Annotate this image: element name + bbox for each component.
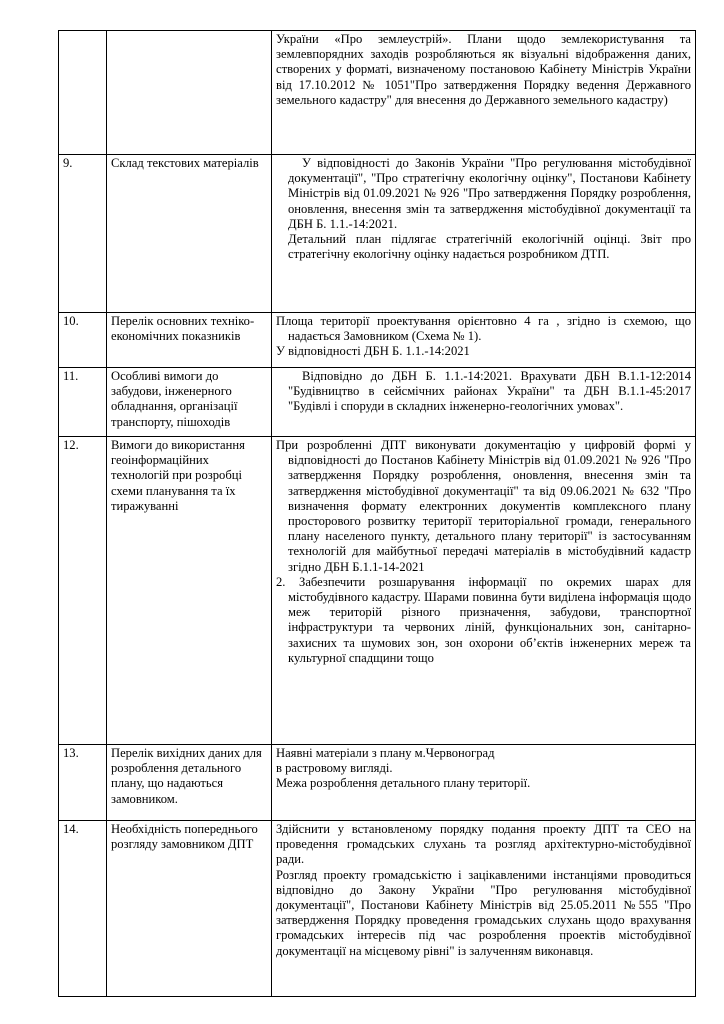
row-paragraph: Межа розроблення детального плану території. xyxy=(276,776,531,791)
row-label: Вимоги до використання геоінформаційних технологій при розробці схеми планування та їх тиражуванні xyxy=(107,437,272,745)
row-paragraph: України «Про землеустрій». Плани щодо землекористування та землевпорядних заходів розробляються як візуальні відображення даних, створених у форматі, визначеному постановою Кабінету Міністрів України від 17.10.2012 № 1051"Про затвердження Порядку ведення Державного земельного кадастру" для внесення до Державного земельного кадастру) xyxy=(276,32,691,107)
row-paragraph: Здійснити у встановленому порядку подання проекту ДПТ та СЕО на проведення громадських слухань та розгляд архітектурно-містобудівної ради. xyxy=(276,822,691,867)
row-paragraph: При розробленні ДПТ виконувати документацію у цифровій формі у відповідності до Постанов Кабінету Міністрів від 01.09.2021 № 926 "Про затвердження Порядку розроблення, оновлення, внесення змін та затвердження містобудівної документації" та від 09.06.2021 № 632 "Про визначення формату електронних документів комплексного плану просторового розвитку території територіальної громади, генерального плану населеного пункту, детального плану території" із застосуванням технологій для майбутньої передачі матеріалів в містобудівний кадастр згідно ДБН Б.1.1-14-2021 xyxy=(276,438,691,574)
row-value xyxy=(272,155,696,313)
row-number: 9. xyxy=(59,155,107,313)
table-row xyxy=(59,821,696,997)
table-row xyxy=(59,31,696,155)
table-row xyxy=(59,368,696,437)
row-number: 13. xyxy=(59,745,107,821)
row-label: Необхідність попереднього розгляду замовником ДПТ xyxy=(107,821,272,997)
row-paragraph: У відповідності ДБН Б. 1.1.-14:2021 xyxy=(276,344,470,359)
row-value xyxy=(272,313,696,368)
row-label xyxy=(107,31,272,155)
row-value xyxy=(272,821,696,997)
row-label: Перелік вихідних даних для розроблення детального плану, що надаються замовником. xyxy=(107,745,272,821)
row-number: 11. xyxy=(59,368,107,437)
table-row xyxy=(59,437,696,745)
row-paragraph: 2. Забезпечити розшарування інформації по окремих шарах для містобудівного кадастру. Шарами повинна бути виділена інформація щодо меж територій різного призначення, забудови, транспортної інфраструктури та червоних ліній, функціональних зон, санітарно-захисних та шумових зон, зон охорони об’єктів інженерних мереж та культурної спадщини тощо xyxy=(276,574,691,665)
row-paragraph: Відповідно до ДБН Б. 1.1.-14:2021. Врахувати ДБН В.1.1-12:2014 "Будівництво в сейсмічних районах України" та ДБН В.1.1-45:2017 "Будівлі і споруди в складних інженерно-геологічних умовах". xyxy=(288,369,691,414)
requirements-table xyxy=(58,30,696,997)
row-value xyxy=(272,745,696,821)
row-value xyxy=(272,31,696,155)
row-paragraph: в растровому вигляді. xyxy=(276,761,393,776)
table-row xyxy=(59,313,696,368)
row-number xyxy=(59,31,107,155)
row-label: Особливі вимоги до забудови, інженерного обладнання, організації транспорту, пішоходів xyxy=(107,368,272,437)
row-paragraph: Розгляд проекту громадськістю і зацікавленими інстанціями проводиться відповідно до Закону України "Про регулювання містобудівної документації", Постанови Кабінету Міністрів від 25.05.2011 №555 "Про затвердження Порядку проведення громадських слухань щодо врахування громадських інтересів під час розроблення проектів містобудівної документації на місцевому рівні" із залученням виконавця. xyxy=(276,867,691,958)
row-number: 12. xyxy=(59,437,107,745)
row-paragraph: Детальний план підлягає стратегічній екологічній оцінці. Звіт про стратегічну екологічну оцінку надається розробником ДТП. xyxy=(288,232,691,262)
row-value xyxy=(272,437,696,745)
row-paragraph: Площа території проектування орієнтовно 4 га , згідно із схемою, що надається Замовником (Схема № 1). xyxy=(276,314,691,344)
row-label: Перелік основних техніко-економічних показників xyxy=(107,313,272,368)
row-paragraph: Наявні матеріали з плану м.Червоноград xyxy=(276,746,495,760)
row-number: 14. xyxy=(59,821,107,997)
row-label: Склад текстових матеріалів xyxy=(107,155,272,313)
row-paragraph: У відповідності до Законів України "Про регулювання містобудівної документації", "Про стратегічну екологічну оцінку", Постанови Кабінету Міністрів від 01.09.2021 № 926 "Про затвердження Порядку розроблення, оновлення, внесення змін та затвердження містобудівної документації та ДБН Б. 1.1.-14:2021. xyxy=(288,156,691,231)
table-row xyxy=(59,745,696,821)
row-value xyxy=(272,368,696,437)
table-row xyxy=(59,155,696,313)
row-number: 10. xyxy=(59,313,107,368)
